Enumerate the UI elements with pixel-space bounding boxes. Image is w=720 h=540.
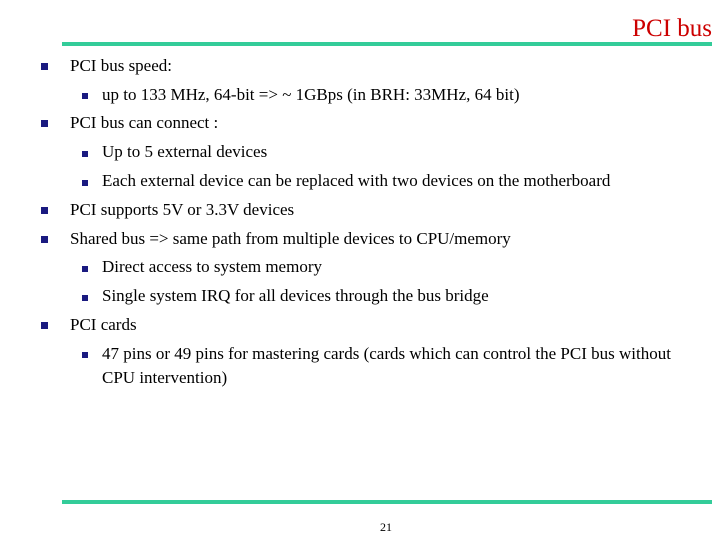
bullet-square-icon <box>41 236 48 243</box>
sub-bullet-text: Single system IRQ for all devices through the bus bridge <box>102 286 489 305</box>
sub-bullet-text: Each external device can be replaced with two devices on the motherboard <box>102 171 611 190</box>
bullet-square-icon <box>41 207 48 214</box>
sub-bullet-text: Direct access to system memory <box>102 257 322 276</box>
bullet-text: Shared bus => same path from multiple devices to CPU/memory <box>70 229 511 248</box>
sub-bullet-text: up to 133 MHz, 64-bit => ~ 1GBps (in BRH: 33MHz, 64 bit) <box>102 85 520 104</box>
bullet-text: PCI supports 5V or 3.3V devices <box>70 200 295 219</box>
bullet-square-icon <box>41 63 48 70</box>
sub-bullet-square-icon <box>82 295 88 301</box>
bottom-divider <box>62 500 712 504</box>
sub-bullet-square-icon <box>82 93 88 99</box>
bullet-square-icon <box>41 322 48 329</box>
sub-bullet-text: 47 pins or 49 pins for mastering cards (cards which can control the PCI bus without CPU intervention) <box>102 344 671 387</box>
sub-bullet-square-icon <box>82 352 88 358</box>
sub-bullet-square-icon <box>82 266 88 272</box>
bullet-square-icon <box>41 120 48 127</box>
bullet-text: PCI cards <box>70 315 137 334</box>
bullet-text: PCI bus speed: <box>70 56 172 75</box>
slide-title: PCI bus <box>632 15 712 42</box>
bullet-text: PCI bus can connect : <box>70 113 219 132</box>
sub-bullet-square-icon <box>82 180 88 186</box>
page-number: 21 <box>380 520 392 534</box>
sub-bullet-square-icon <box>82 151 88 157</box>
sub-bullet-text: Up to 5 external devices <box>102 142 268 161</box>
